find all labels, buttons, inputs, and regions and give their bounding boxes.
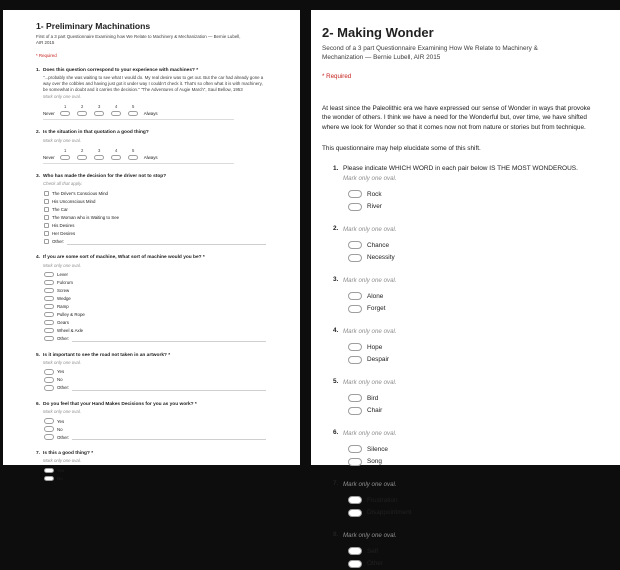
option-label: River (367, 203, 382, 211)
option-row (44, 221, 266, 229)
option-oval[interactable] (44, 476, 54, 482)
option-row (44, 425, 266, 433)
option-row (348, 506, 600, 519)
option-label: Yes (57, 418, 65, 424)
option-oval[interactable] (348, 343, 362, 351)
option-oval[interactable] (44, 304, 54, 310)
option-label: Despair (367, 356, 390, 364)
option-oval[interactable] (348, 445, 362, 453)
scale-max-label: Always (143, 155, 158, 161)
option-row (44, 303, 266, 311)
option-list (348, 239, 600, 264)
question-label: Does this question correspond to your experience with machines? * (43, 67, 199, 73)
question-number: 5. (36, 352, 41, 358)
question-number: 3. (333, 275, 339, 283)
option-oval[interactable] (44, 377, 54, 383)
option-label: Gears (57, 320, 69, 326)
question (36, 402, 276, 441)
option-oval[interactable] (348, 458, 362, 466)
option-list (348, 545, 600, 570)
option-oval[interactable] (348, 496, 362, 504)
option-oval[interactable] (348, 254, 362, 262)
option-checkbox[interactable] (44, 239, 49, 244)
question-hint: Mark only one oval. (343, 531, 397, 539)
scale-oval[interactable] (128, 155, 138, 161)
option-label: No (57, 475, 63, 481)
question-label: Who has made the decision for the driver not to stop? (43, 174, 167, 180)
question-number: 7. (36, 451, 41, 457)
other-text-line[interactable] (72, 434, 266, 441)
option-label: Necessity (367, 254, 395, 262)
option-row (44, 205, 266, 213)
option-row (348, 392, 600, 405)
option-label: Other: (52, 238, 65, 244)
scale-oval[interactable] (111, 155, 121, 161)
option-list (44, 417, 266, 441)
option-label: Wedge (57, 296, 71, 302)
option-label: Yes (57, 467, 65, 473)
question (333, 531, 600, 570)
option-checkbox[interactable] (44, 231, 49, 236)
option-list (44, 189, 266, 245)
scale-oval[interactable] (60, 155, 70, 161)
option-row (348, 455, 600, 468)
question-label: If you are some sort of machine, What sort of machine would you be? * (43, 255, 205, 261)
option-row (348, 188, 600, 201)
option-row (348, 200, 600, 213)
question (36, 255, 276, 342)
option-row (44, 335, 266, 343)
option-label: Wheel & Axle (57, 328, 84, 334)
question-hint: Mark only one oval. (43, 137, 82, 143)
option-list (348, 443, 600, 468)
option-label: Disappointment (367, 509, 412, 517)
right-page-title: 2- Making Wonder (322, 25, 434, 40)
left-required-note: * Required (36, 52, 57, 58)
scale-number: 5 (132, 147, 135, 153)
question-number: 6. (36, 401, 41, 407)
question-hint: Mark only one oval. (343, 480, 397, 488)
right-page-questions (333, 165, 600, 570)
question (333, 378, 600, 417)
option-row (44, 384, 266, 392)
question-hint: Check all that apply. (43, 181, 83, 187)
option-row (348, 545, 600, 558)
option-row (348, 251, 600, 264)
option-row (44, 368, 266, 376)
option-list (348, 290, 600, 315)
scale-number: 2 (81, 103, 84, 109)
option-label: His Unconscious Mind (52, 198, 96, 204)
option-list (348, 392, 600, 417)
intro-paragraph: This questionnaire may help elucidate some of this shift. (322, 144, 481, 152)
scale-number: 3 (98, 147, 101, 153)
option-label: The Driver's Conscious Mind (52, 190, 108, 196)
right-required-note: * Required (322, 72, 352, 80)
option-label: No (57, 426, 63, 432)
linear-scale (43, 148, 234, 165)
option-oval[interactable] (44, 320, 54, 326)
option-list (44, 466, 266, 482)
question (333, 225, 600, 264)
scale-number: 3 (98, 103, 101, 109)
option-oval[interactable] (348, 407, 362, 415)
option-row (44, 319, 266, 327)
option-label: Screw (57, 288, 70, 294)
option-label: Silence (367, 445, 388, 453)
option-oval[interactable] (348, 394, 362, 402)
option-row (348, 290, 600, 303)
option-label: Other: (57, 336, 70, 342)
option-row (44, 327, 266, 335)
option-oval[interactable] (44, 426, 54, 432)
question-label: Is this a good thing? * (43, 451, 94, 457)
option-oval[interactable] (348, 509, 362, 517)
question-hint: Mark only one oval. (343, 378, 397, 386)
question-label: Is it important to see the road not taken in an artwork? * (43, 352, 171, 358)
question-hint: Mark only one oval. (43, 262, 82, 268)
option-row (348, 494, 600, 507)
linear-scale (43, 104, 234, 121)
question (333, 429, 600, 468)
option-row (44, 376, 266, 384)
option-oval[interactable] (44, 288, 54, 294)
scale-number: 1 (64, 147, 67, 153)
option-label: The Car (52, 206, 68, 212)
option-oval[interactable] (44, 468, 54, 474)
option-oval[interactable] (348, 241, 362, 249)
scale-min-label: Never (43, 155, 55, 161)
option-list (44, 368, 266, 392)
option-oval[interactable] (348, 203, 362, 211)
scale-number: 4 (115, 147, 118, 153)
question (36, 451, 276, 482)
option-row (44, 229, 266, 237)
right-page (311, 10, 620, 568)
option-row (44, 433, 266, 441)
option-checkbox[interactable] (44, 223, 49, 228)
option-label: Lever (57, 272, 68, 278)
option-oval[interactable] (44, 336, 54, 342)
option-row (44, 295, 266, 303)
option-oval[interactable] (44, 312, 54, 318)
question-label: Please indicate WHICH WORD in each pair below IS THE MOST WONDEROUS. (343, 165, 578, 173)
option-label: Pulley & Rope (57, 312, 85, 318)
option-oval[interactable] (348, 560, 362, 568)
question-hint: Mark only one oval. (343, 429, 397, 437)
scale-oval[interactable] (77, 111, 87, 117)
option-label: Song (367, 458, 382, 466)
option-oval[interactable] (44, 369, 54, 375)
question-hint: Mark only one oval. (43, 458, 82, 464)
option-list (348, 494, 600, 519)
scale-oval[interactable] (60, 111, 70, 117)
option-oval[interactable] (44, 280, 54, 286)
question-hint: Mark only one oval. (343, 276, 397, 284)
question (333, 165, 600, 213)
option-row (348, 353, 600, 366)
option-list (44, 271, 266, 343)
question-hint: Mark only one oval. (43, 359, 82, 365)
option-row (348, 239, 600, 252)
question-number: 1. (36, 67, 41, 73)
option-label: Other (367, 560, 383, 568)
option-oval[interactable] (348, 356, 362, 364)
option-row (44, 466, 266, 474)
option-label: Yes (57, 369, 65, 375)
scale-number: 1 (64, 103, 67, 109)
question-label: Is the situation in that quotation a good thing? (43, 130, 149, 136)
option-oval[interactable] (44, 418, 54, 424)
option-label: Other: (57, 434, 70, 440)
option-label: Other: (57, 385, 70, 391)
option-row (44, 237, 266, 245)
option-label: Chance (367, 241, 390, 249)
option-row (44, 474, 266, 482)
option-label: Forget (367, 305, 386, 313)
question-hint: Mark only one oval. (343, 174, 397, 182)
option-label: Hope (367, 343, 383, 351)
option-checkbox[interactable] (44, 199, 49, 204)
option-oval[interactable] (44, 272, 54, 278)
question-hint: Mark only one oval. (43, 409, 82, 415)
question-number: 2. (333, 224, 339, 232)
option-oval[interactable] (44, 328, 54, 334)
option-row (348, 557, 600, 570)
question-number: 5. (333, 377, 339, 385)
option-checkbox[interactable] (44, 191, 49, 196)
option-label: Frustration (367, 496, 398, 504)
option-oval[interactable] (44, 434, 54, 440)
option-row (44, 197, 266, 205)
left-page-questions (36, 68, 276, 482)
question-number: 2. (36, 130, 41, 136)
intro-paragraph: At least since the Paleolithic era we have expressed our sense of Wonder in ways that provoke the wonder of others. I think we have a need for the Wonderful but, over time, we have shifted where we look for Wonder so that it comes now not from nature or stories but from technique. (322, 104, 591, 131)
question-label: Do you feel that your Hand Makes Decisions for you as you work? * (43, 401, 197, 407)
option-row (44, 271, 266, 279)
option-checkbox[interactable] (44, 207, 49, 212)
option-label: Chair (367, 407, 383, 415)
question-number: 7. (333, 479, 339, 487)
left-page-title: 1- Preliminary Machinations (36, 21, 151, 31)
option-row (44, 213, 266, 221)
option-row (44, 279, 266, 287)
scale-number: 4 (115, 103, 118, 109)
option-checkbox[interactable] (44, 215, 49, 220)
option-oval[interactable] (44, 296, 54, 302)
question (36, 174, 276, 245)
other-text-line[interactable] (72, 385, 266, 392)
option-row (348, 404, 600, 417)
scale-oval[interactable] (77, 155, 87, 161)
question-number: 1. (333, 165, 339, 173)
scale-min-label: Never (43, 111, 55, 117)
option-row (348, 443, 600, 456)
option-label: Ramp (57, 304, 69, 310)
scale-oval[interactable] (128, 111, 138, 117)
other-text-line[interactable] (72, 335, 266, 342)
option-label: No (57, 377, 63, 383)
question (333, 327, 600, 366)
option-label: Her Desires (52, 230, 76, 236)
left-page (3, 10, 300, 481)
option-oval[interactable] (348, 547, 362, 555)
option-row (348, 302, 600, 315)
option-list (348, 341, 600, 366)
question-description: "...probably she was waiting to see what I would do. My real desire was to get out. But the car had already gone a way over the cobbles and having just got it under way I couldn't check it. That's so often what it is with machinery, be somewhat in doubt and it carries the decision." "The Adventures of Augie March", Saul Bellow, 1953 (43, 75, 264, 92)
option-row (348, 341, 600, 354)
option-label: Fulcrum (57, 280, 73, 286)
option-row (44, 189, 266, 197)
option-row (44, 311, 266, 319)
option-row (44, 417, 266, 425)
scale-oval[interactable] (94, 155, 104, 161)
question (36, 68, 276, 121)
option-oval[interactable] (348, 292, 362, 300)
left-page-subtitle: First of a 3 part Questionnaire Examining how We Relate to Machinery & Mechanization — Bernie Lubell, AIR 2015 (36, 34, 241, 45)
option-label: Alone (367, 292, 384, 300)
question (333, 480, 600, 519)
question-number: 8. (333, 530, 339, 538)
question-hint: Mark only one oval. (343, 225, 397, 233)
question-hint: Mark only one oval. (343, 327, 397, 335)
option-label: His Desires (52, 222, 75, 228)
question-number: 6. (333, 428, 339, 436)
right-page-subtitle: Second of a 3 part Questionnaire Examining How We Relate to Machinery & Mechanization — Bernie Lubell, AIR 2015 (322, 45, 538, 61)
option-label: The Woman who is Waiting to See (52, 214, 120, 220)
option-oval[interactable] (348, 190, 362, 198)
question (36, 130, 276, 164)
scale-number: 5 (132, 103, 135, 109)
question-number: 4. (333, 326, 339, 334)
option-row (44, 287, 266, 295)
scale-oval[interactable] (94, 111, 104, 117)
question (36, 353, 276, 392)
option-oval[interactable] (44, 385, 54, 391)
option-oval[interactable] (348, 305, 362, 313)
question-hint: Mark only one oval. (43, 93, 82, 99)
question-number: 4. (36, 255, 41, 261)
scale-oval[interactable] (111, 111, 121, 117)
scale-max-label: Always (143, 111, 158, 117)
option-list (348, 188, 600, 213)
option-label: Self (367, 547, 379, 555)
other-text-line[interactable] (67, 238, 266, 245)
question-number: 3. (36, 174, 41, 180)
scale-number: 2 (81, 147, 84, 153)
option-label: Rock (367, 190, 382, 198)
question (333, 276, 600, 315)
option-label: Bird (367, 394, 379, 402)
